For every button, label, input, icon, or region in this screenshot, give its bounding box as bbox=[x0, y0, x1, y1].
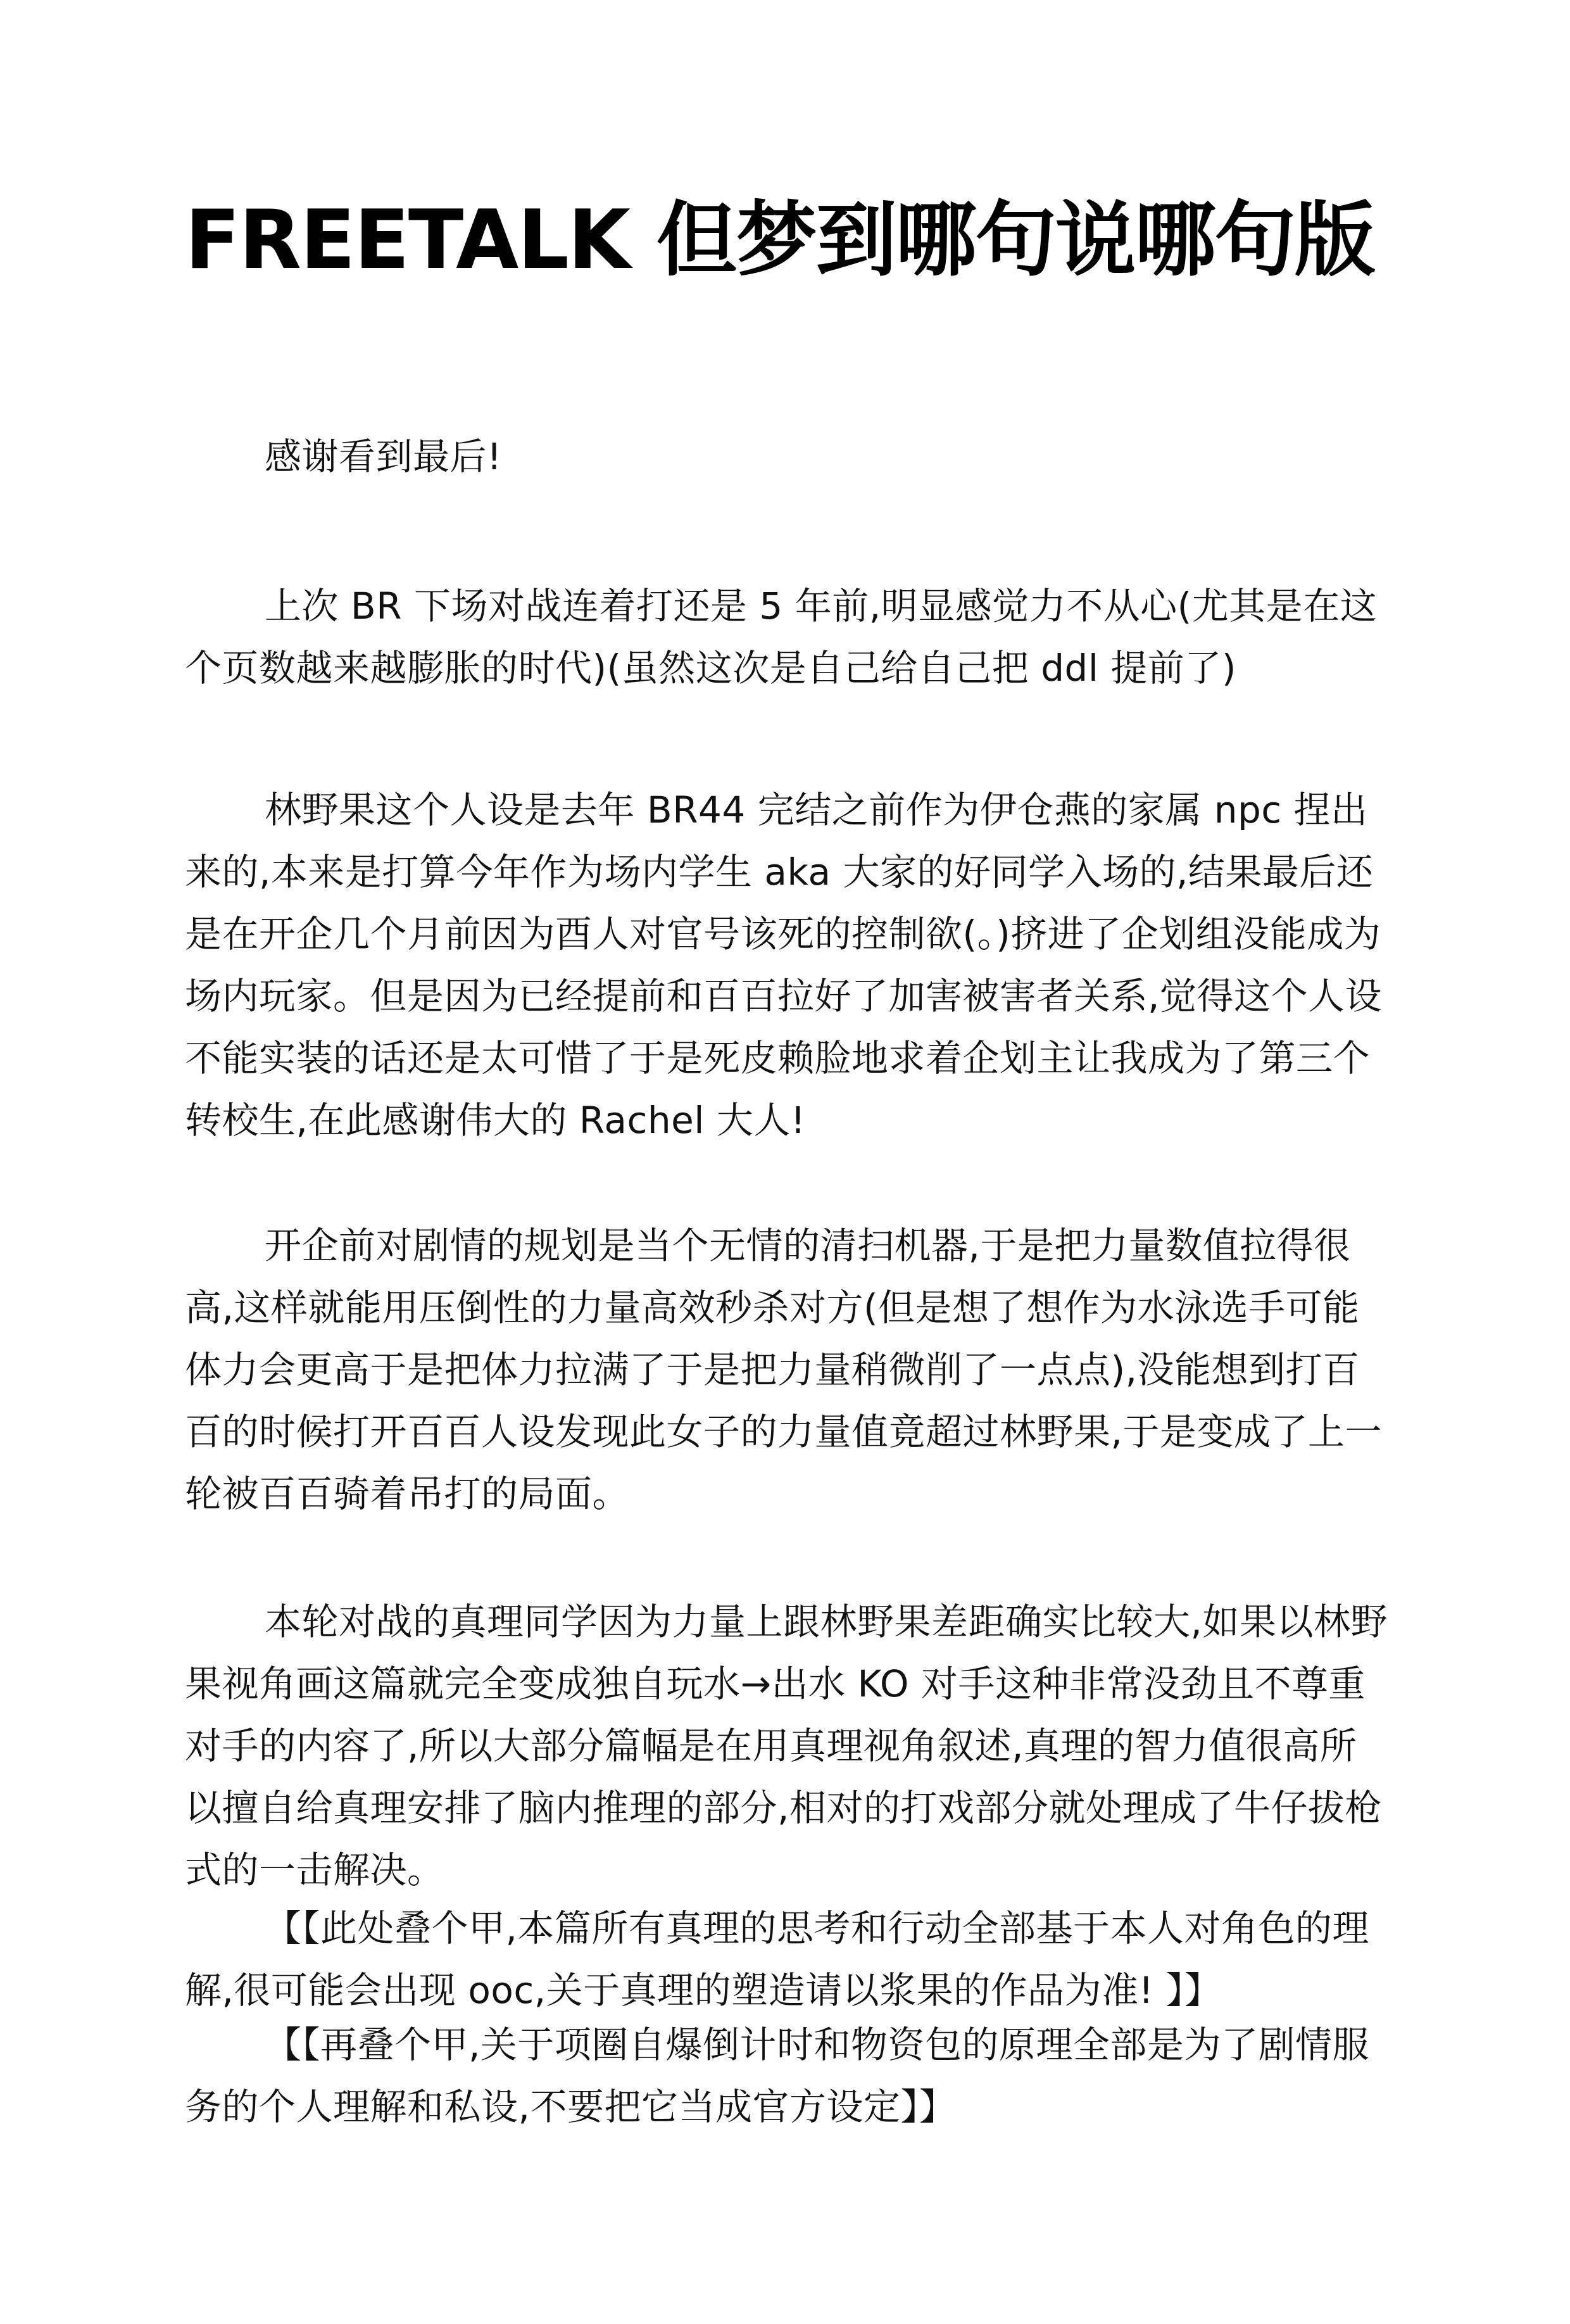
paragraph-disclaimer-2: 【【再叠个甲,关于项圈自爆倒计时和物资包的原理全部是为了剧情服务的个人理解和私设,不要把它当成官方设定】】 bbox=[185, 2023, 1369, 2128]
paragraph-this-round: 本轮对战的真理同学因为力量上跟林野果差距确实比较大,如果以林野果视角画这篇就完全变成独自玩水→出水 KO 对手这种非常没劲且不尊重对手的内容了,所以大部分篇幅是在用真理视角叙述,真理的智力值很高所以擅自给真理安排了脑内推理的部分,相对的打戏部分就处理成了牛仔拔枪式的一击解决。 bbox=[185, 1600, 1388, 1891]
page-title: FREETALK 但梦到哪句说哪句版 bbox=[185, 193, 1374, 287]
paragraph-plot-planning: 开企前对剧情的规划是当个无情的清扫机器,于是把力量数值拉得很高,这样就能用压倒性的力量高效秒杀对方(但是想了想作为水泳选手可能体力会更高于是把体力拉满了于是把力量稍微削了一点点),没能想到打百百的时候打开百百人设发现此女子的力量值竟超过林野果,于是变成了上一轮被百百骑着吊打的局面。 bbox=[185, 1224, 1382, 1515]
paragraph-br-history: 上次 BR 下场对战连着打还是 5 年前,明显感觉力不从心(尤其是在这个页数越来越膨胀的时代)(虽然这次是自己给自己把 ddl 提前了) bbox=[185, 584, 1378, 690]
paragraph-character-origin: 林野果这个人设是去年 BR44 完结之前作为伊仓燕的家属 npc 捏出来的,本来是打算今年作为场内学生 aka 大家的好同学入场的,结果最后还是在开企几个月前因为酉人对官号该死的控制欲(。)挤进了企划组没能成为场内玩家。但是因为已经提前和百百拉好了加害被害者关系,觉得这个人设不能实装的话还是太可惜了于是死皮赖脸地求着企划主让我成为了第三个转校生,在此感谢伟大的 Rachel 大人! bbox=[185, 788, 1382, 1142]
paragraph-disclaimer-1: 【【此处叠个甲,本篇所有真理的思考和行动全部基于本人对角色的理解,很可能会出现 ooc,关于真理的塑造请以浆果的作品为准! 】】 bbox=[185, 1907, 1369, 2012]
paragraph-thanks: 感谢看到最后! bbox=[265, 435, 502, 478]
